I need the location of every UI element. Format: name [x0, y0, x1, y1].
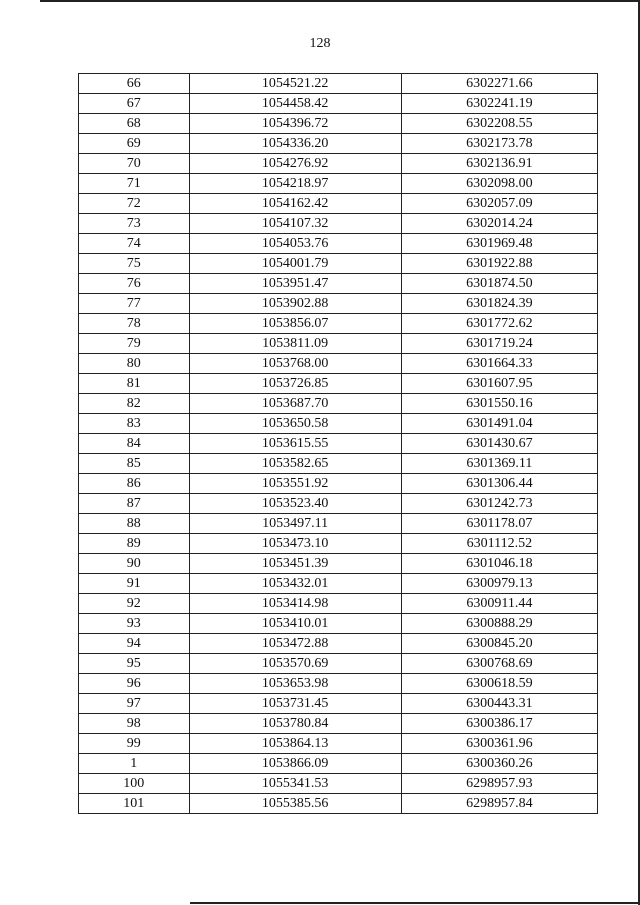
table-row [79, 654, 598, 674]
y-coordinate-cell: 6301491.04 [401, 414, 597, 434]
y-coordinate-cell: 6302271.66 [401, 74, 597, 94]
page-number: 128 [309, 36, 331, 51]
point-number-cell: 100 [79, 774, 190, 794]
y-coordinate-cell: 6300618.59 [401, 674, 597, 694]
point-number-cell: 75 [79, 254, 190, 274]
table-row [79, 454, 598, 474]
point-number-cell: 95 [79, 654, 190, 674]
point-number-cell: 81 [79, 374, 190, 394]
point-number-cell: 97 [79, 694, 190, 714]
table-row [79, 614, 598, 634]
point-number-cell: 73 [79, 214, 190, 234]
point-number-cell: 76 [79, 274, 190, 294]
x-coordinate-cell: 1053551.92 [189, 474, 401, 494]
y-coordinate-cell: 6301824.39 [401, 294, 597, 314]
point-number-cell: 96 [79, 674, 190, 694]
scan-edge-bottom [190, 902, 638, 904]
x-coordinate-cell: 1053811.09 [189, 334, 401, 354]
table-row [79, 514, 598, 534]
table-row [79, 774, 598, 794]
table-row [79, 194, 598, 214]
y-coordinate-cell: 6301719.24 [401, 334, 597, 354]
x-coordinate-cell: 1053780.84 [189, 714, 401, 734]
y-coordinate-cell: 6302241.19 [401, 94, 597, 114]
point-number-cell: 69 [79, 134, 190, 154]
table-row [79, 254, 598, 274]
point-number-cell: 72 [79, 194, 190, 214]
table-row [79, 354, 598, 374]
y-coordinate-cell: 6300443.31 [401, 694, 597, 714]
y-coordinate-cell: 6301369.11 [401, 454, 597, 474]
x-coordinate-cell: 1053473.10 [189, 534, 401, 554]
x-coordinate-cell: 1053731.45 [189, 694, 401, 714]
table-row [79, 634, 598, 654]
y-coordinate-cell: 6300911.44 [401, 594, 597, 614]
point-number-cell: 83 [79, 414, 190, 434]
y-coordinate-cell: 6301550.16 [401, 394, 597, 414]
table-row [79, 314, 598, 334]
y-coordinate-cell: 6301306.44 [401, 474, 597, 494]
x-coordinate-cell: 1053687.70 [189, 394, 401, 414]
x-coordinate-cell: 1053653.98 [189, 674, 401, 694]
table-row [79, 474, 598, 494]
x-coordinate-cell: 1053582.65 [189, 454, 401, 474]
table-row [79, 594, 598, 614]
table-row [79, 734, 598, 754]
x-coordinate-cell: 1055385.56 [189, 794, 401, 814]
y-coordinate-cell: 6301969.48 [401, 234, 597, 254]
point-number-cell: 66 [79, 74, 190, 94]
x-coordinate-cell: 1053414.98 [189, 594, 401, 614]
table-row [79, 294, 598, 314]
x-coordinate-cell: 1054336.20 [189, 134, 401, 154]
x-coordinate-cell: 1053650.58 [189, 414, 401, 434]
y-coordinate-cell: 6302173.78 [401, 134, 597, 154]
table-row [79, 794, 598, 814]
point-number-cell: 90 [79, 554, 190, 574]
y-coordinate-cell: 6302057.09 [401, 194, 597, 214]
x-coordinate-cell: 1053864.13 [189, 734, 401, 754]
point-number-cell: 67 [79, 94, 190, 114]
point-number-cell: 87 [79, 494, 190, 514]
x-coordinate-cell: 1054107.32 [189, 214, 401, 234]
y-coordinate-cell: 6300845.20 [401, 634, 597, 654]
table-row [79, 134, 598, 154]
table-row [79, 414, 598, 434]
table-row [79, 74, 598, 94]
table-row [79, 714, 598, 734]
table-row [79, 434, 598, 454]
y-coordinate-cell: 6301430.67 [401, 434, 597, 454]
x-coordinate-cell: 1053902.88 [189, 294, 401, 314]
point-number-cell: 80 [79, 354, 190, 374]
point-number-cell: 89 [79, 534, 190, 554]
y-coordinate-cell: 6300360.26 [401, 754, 597, 774]
y-coordinate-cell: 6301046.18 [401, 554, 597, 574]
coordinates-table [78, 73, 598, 814]
table-row [79, 554, 598, 574]
point-number-cell: 1 [79, 754, 190, 774]
point-number-cell: 70 [79, 154, 190, 174]
point-number-cell: 84 [79, 434, 190, 454]
x-coordinate-cell: 1053497.11 [189, 514, 401, 534]
point-number-cell: 86 [79, 474, 190, 494]
x-coordinate-cell: 1053615.55 [189, 434, 401, 454]
scan-edge-top [40, 0, 640, 2]
y-coordinate-cell: 6301922.88 [401, 254, 597, 274]
x-coordinate-cell: 1053523.40 [189, 494, 401, 514]
point-number-cell: 88 [79, 514, 190, 534]
y-coordinate-cell: 6302208.55 [401, 114, 597, 134]
point-number-cell: 78 [79, 314, 190, 334]
x-coordinate-cell: 1054396.72 [189, 114, 401, 134]
point-number-cell: 99 [79, 734, 190, 754]
x-coordinate-cell: 1054001.79 [189, 254, 401, 274]
table-row [79, 174, 598, 194]
x-coordinate-cell: 1054521.22 [189, 74, 401, 94]
point-number-cell: 92 [79, 594, 190, 614]
y-coordinate-cell: 6302014.24 [401, 214, 597, 234]
table-row [79, 274, 598, 294]
table-row [79, 574, 598, 594]
point-number-cell: 101 [79, 794, 190, 814]
y-coordinate-cell: 6301242.73 [401, 494, 597, 514]
point-number-cell: 98 [79, 714, 190, 734]
x-coordinate-cell: 1054218.97 [189, 174, 401, 194]
y-coordinate-cell: 6301178.07 [401, 514, 597, 534]
y-coordinate-cell: 6301607.95 [401, 374, 597, 394]
x-coordinate-cell: 1053726.85 [189, 374, 401, 394]
table-row [79, 374, 598, 394]
point-number-cell: 93 [79, 614, 190, 634]
x-coordinate-cell: 1053768.00 [189, 354, 401, 374]
point-number-cell: 79 [79, 334, 190, 354]
point-number-cell: 74 [79, 234, 190, 254]
table-row [79, 334, 598, 354]
x-coordinate-cell: 1053951.47 [189, 274, 401, 294]
y-coordinate-cell: 6301112.52 [401, 534, 597, 554]
table-row [79, 394, 598, 414]
y-coordinate-cell: 6302136.91 [401, 154, 597, 174]
table-row [79, 694, 598, 714]
x-coordinate-cell: 1053866.09 [189, 754, 401, 774]
x-coordinate-cell: 1054162.42 [189, 194, 401, 214]
table-row [79, 754, 598, 774]
point-number-cell: 91 [79, 574, 190, 594]
y-coordinate-cell: 6298957.84 [401, 794, 597, 814]
table-row [79, 234, 598, 254]
table-row [79, 494, 598, 514]
y-coordinate-cell: 6301664.33 [401, 354, 597, 374]
y-coordinate-cell: 6300386.17 [401, 714, 597, 734]
y-coordinate-cell: 6300979.13 [401, 574, 597, 594]
coordinates-table-body [79, 74, 598, 814]
point-number-cell: 71 [79, 174, 190, 194]
y-coordinate-cell: 6298957.93 [401, 774, 597, 794]
point-number-cell: 94 [79, 634, 190, 654]
y-coordinate-cell: 6301772.62 [401, 314, 597, 334]
x-coordinate-cell: 1053472.88 [189, 634, 401, 654]
table-row [79, 114, 598, 134]
point-number-cell: 77 [79, 294, 190, 314]
x-coordinate-cell: 1053410.01 [189, 614, 401, 634]
table-row [79, 534, 598, 554]
table-row [79, 214, 598, 234]
point-number-cell: 82 [79, 394, 190, 414]
x-coordinate-cell: 1053570.69 [189, 654, 401, 674]
x-coordinate-cell: 1053451.39 [189, 554, 401, 574]
x-coordinate-cell: 1054276.92 [189, 154, 401, 174]
y-coordinate-cell: 6301874.50 [401, 274, 597, 294]
x-coordinate-cell: 1054053.76 [189, 234, 401, 254]
x-coordinate-cell: 1053432.01 [189, 574, 401, 594]
y-coordinate-cell: 6300768.69 [401, 654, 597, 674]
point-number-cell: 85 [79, 454, 190, 474]
table-row [79, 154, 598, 174]
x-coordinate-cell: 1055341.53 [189, 774, 401, 794]
y-coordinate-cell: 6302098.00 [401, 174, 597, 194]
table-row [79, 94, 598, 114]
y-coordinate-cell: 6300361.96 [401, 734, 597, 754]
y-coordinate-cell: 6300888.29 [401, 614, 597, 634]
point-number-cell: 68 [79, 114, 190, 134]
table-row [79, 674, 598, 694]
x-coordinate-cell: 1053856.07 [189, 314, 401, 334]
x-coordinate-cell: 1054458.42 [189, 94, 401, 114]
